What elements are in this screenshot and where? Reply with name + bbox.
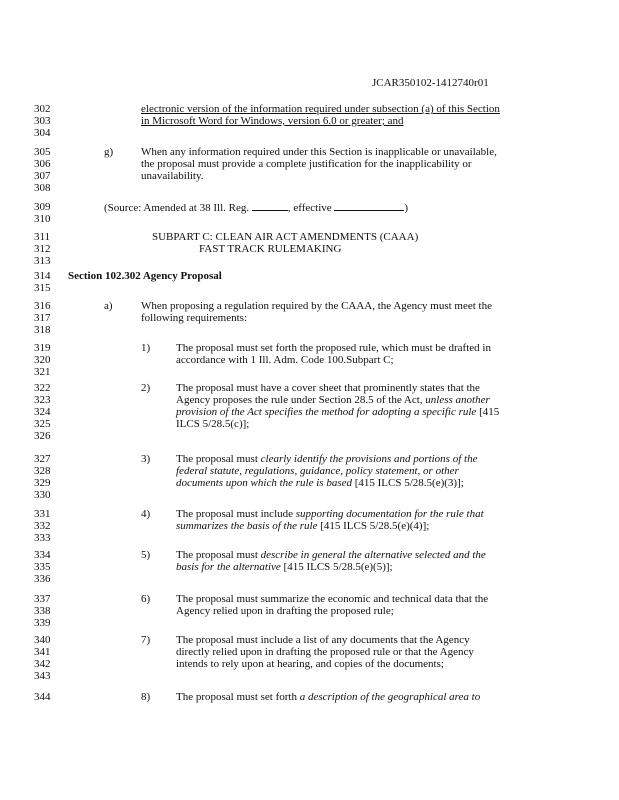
text-327-roman: The proposal must xyxy=(176,453,261,465)
line-number: 330 xyxy=(34,489,51,501)
text-line-303: in Microsoft Word for Windows, version 6.0 or greater; and xyxy=(141,115,404,127)
line-number: 328 xyxy=(34,465,51,477)
line-number: 317 xyxy=(34,312,51,324)
text-line-307: unavailability. xyxy=(141,170,204,182)
source-note xyxy=(104,201,408,214)
text-332-italic: summarizes the basis of the rule xyxy=(176,520,318,532)
item-number-4: 4) xyxy=(141,508,151,520)
line-number: 327 xyxy=(34,453,51,465)
item-number-2: 2) xyxy=(141,382,151,394)
line-number: 310 xyxy=(34,213,51,225)
line-number: 319 xyxy=(34,342,51,354)
line-number: 341 xyxy=(34,646,51,658)
text-line-302: electronic version of the information required under subsection (a) of this Section xyxy=(141,103,500,115)
line-number: 337 xyxy=(34,593,51,605)
text-324-italic: provision of the Act specifies the method for adopting a specific rule xyxy=(176,406,477,418)
line-number: 311 xyxy=(34,231,51,243)
source-text-c: ) xyxy=(404,202,409,214)
text-335-roman: [415 ILCS 5/28.5(e)(5)]; xyxy=(280,561,393,573)
item-number-1: 1) xyxy=(141,342,151,354)
register-blank xyxy=(252,201,288,211)
line-number: 339 xyxy=(34,617,51,629)
text-line-327 xyxy=(176,453,477,465)
line-number: 333 xyxy=(34,532,51,544)
line-number: 336 xyxy=(34,573,51,585)
subpart-title: SUBPART C: CLEAN AIR ACT AMENDMENTS (CAAA) xyxy=(152,231,419,243)
line-number: 307 xyxy=(34,170,51,182)
source-text-b: , effective xyxy=(287,202,335,214)
line-number: 320 xyxy=(34,354,51,366)
source-text-a: (Source: Amended at 38 Ill. Reg. xyxy=(104,202,252,214)
text-327-italic: clearly identify the provisions and portions of the xyxy=(260,453,478,465)
text-line-319: The proposal must set forth the proposed rule, which must be drafted in xyxy=(176,342,491,354)
text-344-italic: a description of the geographical area to xyxy=(299,691,481,703)
item-number-7: 7) xyxy=(141,634,151,646)
line-number: 322 xyxy=(34,382,51,394)
line-number: 331 xyxy=(34,508,51,520)
text-line-306: the proposal must provide a complete justification for the inapplicability or xyxy=(141,158,472,170)
line-number: 325 xyxy=(34,418,51,430)
text-line-344 xyxy=(176,691,480,703)
text-323-roman: Agency proposes the rule under Section 28.5 of the Act, xyxy=(176,394,426,406)
text-line-332 xyxy=(176,520,429,532)
text-323-italic: unless another xyxy=(425,394,490,406)
section-heading: Section 102.302 Agency Proposal xyxy=(68,270,222,282)
line-number: 312 xyxy=(34,243,51,255)
text-329-roman: [415 ILCS 5/28.5(e)(3)]; xyxy=(351,477,464,489)
item-number-5: 5) xyxy=(141,549,151,561)
line-number: 332 xyxy=(34,520,51,532)
line-number: 314 xyxy=(34,270,51,282)
document-header-id: JCAR350102-1412740r01 xyxy=(372,77,489,89)
text-line-316: When proposing a regulation required by the CAAA, the Agency must meet the xyxy=(141,300,492,312)
line-number: 305 xyxy=(34,146,51,158)
line-number: 329 xyxy=(34,477,51,489)
line-number: 303 xyxy=(34,115,51,127)
item-label-g: g) xyxy=(104,146,114,158)
line-number: 321 xyxy=(34,366,51,378)
item-number-8: 8) xyxy=(141,691,151,703)
item-number-6: 6) xyxy=(141,593,151,605)
text-line-322: The proposal must have a cover sheet that prominently states that the xyxy=(176,382,480,394)
text-line-338: Agency relied upon in drafting the proposed rule; xyxy=(176,605,394,617)
text-335-italic: basis for the alternative xyxy=(176,561,281,573)
line-number: 308 xyxy=(34,182,51,194)
line-number: 342 xyxy=(34,658,51,670)
text-332-roman: [415 ILCS 5/28.5(e)(4)]; xyxy=(317,520,430,532)
text-331-italic: supporting documentation for the rule that xyxy=(295,508,484,520)
line-number: 318 xyxy=(34,324,51,336)
text-line-325: ILCS 5/28.5(c)]; xyxy=(176,418,250,430)
text-line-334 xyxy=(176,549,486,561)
text-334-roman: The proposal must xyxy=(176,549,261,561)
text-line-305: When any information required under this Section is inapplicable or unavailable, xyxy=(141,146,497,158)
text-line-324 xyxy=(176,406,499,418)
line-number: 340 xyxy=(34,634,51,646)
text-329-italic: documents upon which the rule is based xyxy=(176,477,352,489)
line-number: 334 xyxy=(34,549,51,561)
line-number: 315 xyxy=(34,282,51,294)
text-line-340: The proposal must include a list of any documents that the Agency xyxy=(176,634,470,646)
text-line-337: The proposal must summarize the economic and technical data that the xyxy=(176,593,489,605)
text-324-roman: [415 xyxy=(476,406,500,418)
item-number-3: 3) xyxy=(141,453,151,465)
item-label-a: a) xyxy=(104,300,113,312)
line-number: 306 xyxy=(34,158,51,170)
line-number: 343 xyxy=(34,670,51,682)
line-number: 338 xyxy=(34,605,51,617)
text-line-342: intends to rely upon at hearing, and copies of the documents; xyxy=(176,658,444,670)
line-number: 302 xyxy=(34,103,51,115)
line-number: 313 xyxy=(34,255,51,267)
text-331-roman: The proposal must include xyxy=(176,508,296,520)
line-number: 323 xyxy=(34,394,51,406)
line-number: 324 xyxy=(34,406,51,418)
text-344-roman: The proposal must set forth xyxy=(176,691,300,703)
line-number: 304 xyxy=(34,127,51,139)
text-line-323 xyxy=(176,394,490,406)
text-line-341: directly relied upon in drafting the proposed rule or that the Agency xyxy=(176,646,474,658)
text-line-331 xyxy=(176,508,484,520)
text-line-328: federal statute, regulations, guidance, policy statement, or other xyxy=(176,465,459,477)
line-number: 316 xyxy=(34,300,51,312)
effective-date-blank xyxy=(334,201,404,211)
line-number: 326 xyxy=(34,430,51,442)
text-line-335 xyxy=(176,561,393,573)
text-line-317: following requirements: xyxy=(141,312,248,324)
line-number: 344 xyxy=(34,691,51,703)
line-number: 309 xyxy=(34,201,51,213)
subpart-subtitle: FAST TRACK RULEMAKING xyxy=(199,243,342,255)
text-334-italic: describe in general the alternative selected and the xyxy=(260,549,486,561)
text-line-329 xyxy=(176,477,464,489)
line-number: 335 xyxy=(34,561,51,573)
text-line-320: accordance with 1 Ill. Adm. Code 100.Subpart C; xyxy=(176,354,394,366)
